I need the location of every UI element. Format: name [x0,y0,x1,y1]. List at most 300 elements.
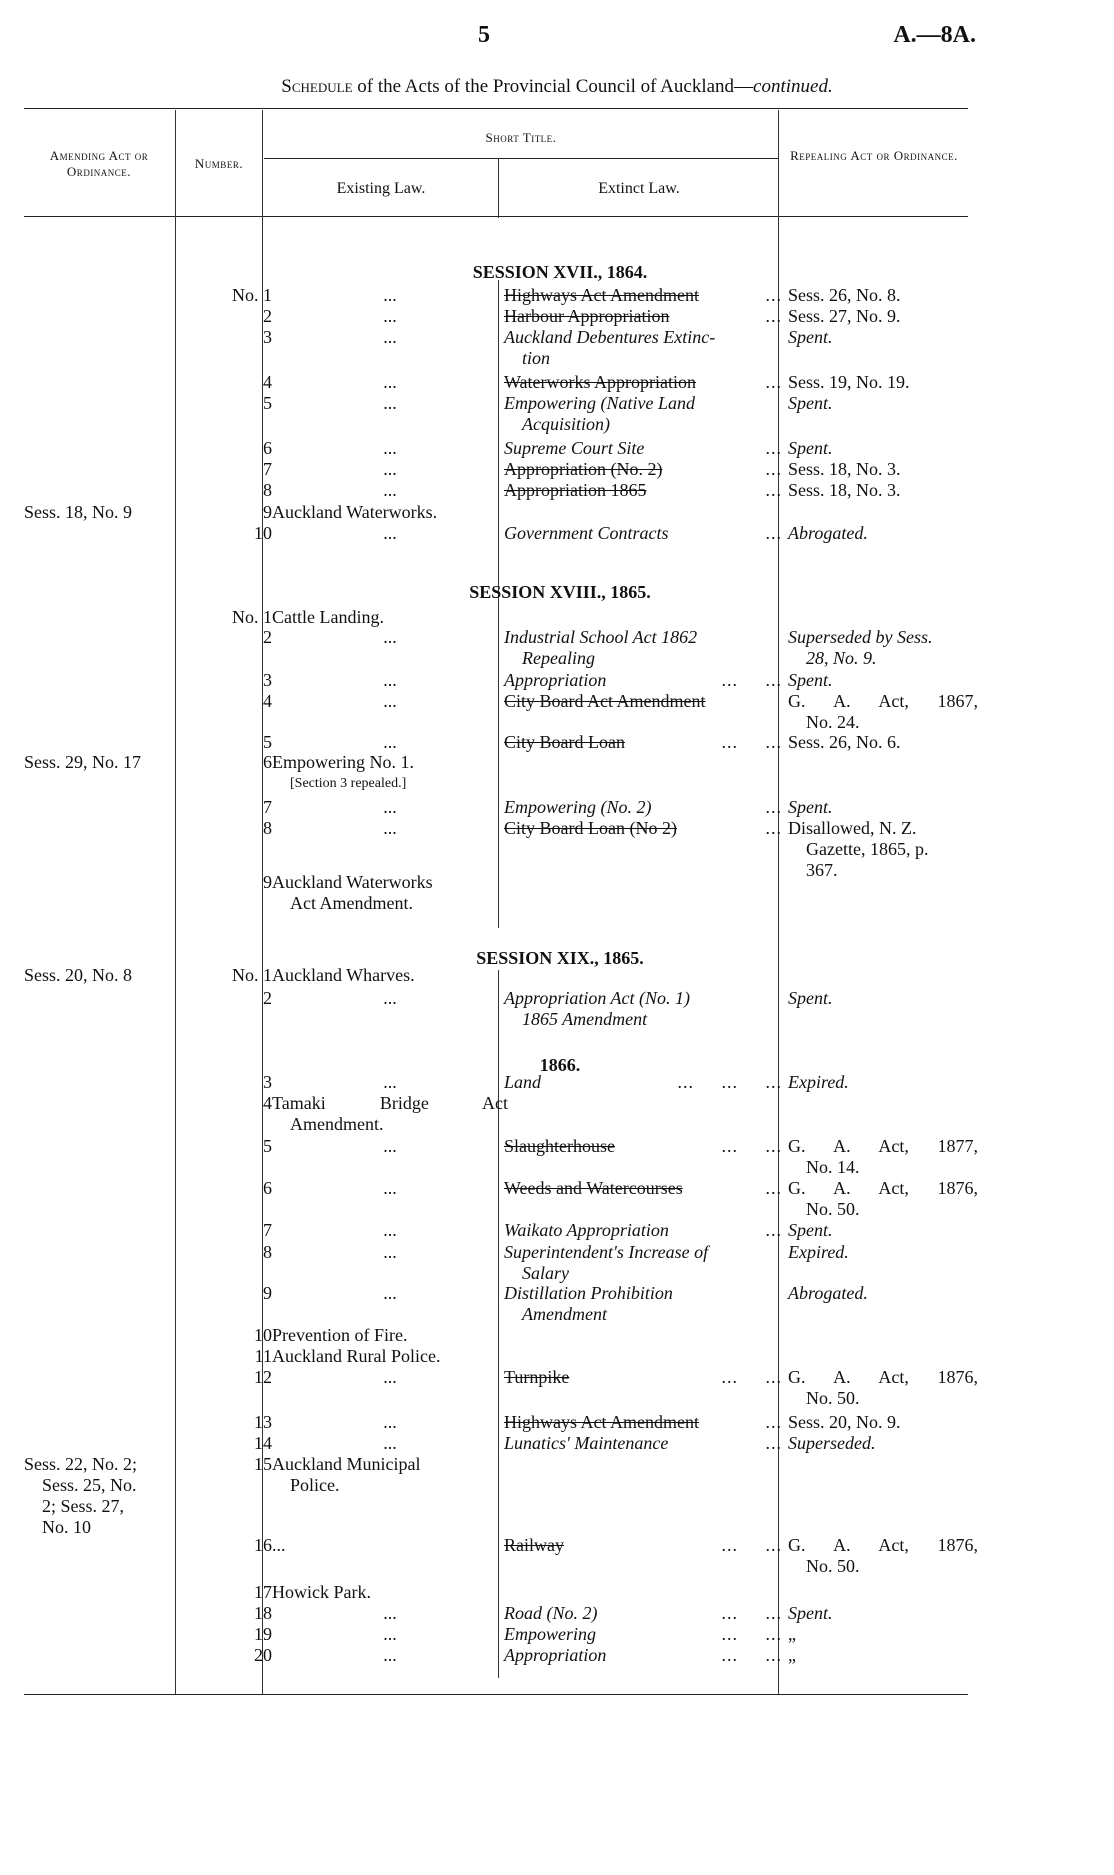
leader-dots: ... [765,523,782,543]
repealing-cell [788,1412,978,1433]
caption-middle: of the Acts of the Provincial Council of Auckland— [352,76,754,97]
repealing-line: Expired. [788,1072,849,1092]
existing-law-line: ... [383,1624,397,1644]
leader-dots: ... ... [721,1624,782,1644]
act-number: 16 [254,1535,272,1555]
extinct-law-line [504,480,782,501]
leader-dots: ... ... [721,670,782,690]
session-heading: SESSION XVII., 1864. [472,262,648,282]
act-number: 5 [263,732,272,752]
extinct-law-line [504,1624,782,1645]
leader-dots: ... [765,1433,782,1453]
session-heading: 1866. [539,1055,581,1075]
existing-law-line: ... [383,818,397,838]
existing-law-cell [272,1283,508,1304]
repealing-line: Spent. [788,438,833,458]
act-number: 3 [263,327,272,347]
repealing-line: „ [788,1645,796,1665]
repealing-line: No. 50. [806,1388,860,1408]
existing-law-cell [272,1535,508,1556]
existing-law-line: ... [383,438,397,458]
existing-law-cell [272,502,508,523]
repealing-cell [788,1535,978,1577]
existing-law-cell [272,438,508,459]
leader-dots: ... [765,459,782,479]
existing-law-line: ... [383,285,397,305]
repealing-line: Superseded. [788,1433,876,1453]
extinct-law-line [504,732,782,753]
existing-law-cell [272,818,508,839]
repealing-line: No. 14. [806,1157,860,1177]
leader-dots: ... ... [721,1645,782,1665]
leader-dots: ... [765,285,782,305]
existing-law-cell [272,285,508,306]
extinct-law-title: Superintendent's Increase of [504,1242,709,1262]
existing-law-line: ... [383,691,397,711]
existing-law-line: ... [383,1283,397,1303]
extinct-law-title: Weeds and Watercourses [504,1178,683,1198]
act-number: 14 [254,1433,272,1453]
extinct-law-cell [504,1178,782,1199]
extinct-law-line [504,1178,782,1199]
existing-law-line: ... [383,797,397,817]
repealing-line: Abrogated. [788,523,868,543]
extinct-law-cell [504,1136,782,1157]
repealing-cell [788,1624,978,1645]
repealing-cell [788,327,978,348]
existing-law-cell [272,1325,508,1346]
session-heading: SESSION XIX., 1865. [476,948,644,968]
amending-line: Sess. 20, No. 8 [24,965,133,985]
extinct-law-title: Empowering (Native Land [504,393,695,413]
existing-law-line: ... [272,1535,286,1555]
extinct-law-line [504,691,782,712]
existing-law-line: ... [383,1433,397,1453]
amending-cell [24,1454,174,1538]
repealing-cell [788,691,978,733]
extinct-law-cell [504,1535,782,1556]
repealing-line: Sess. 19, No. 19. [788,372,910,392]
existing-law-cell [272,691,508,712]
extinct-law-title: City Board Loan (No 2) [504,818,677,838]
extinct-law-title: Appropriation [504,1645,607,1665]
existing-law-cell [272,1178,508,1199]
act-number: 12 [254,1367,272,1387]
act-number: 5 [263,393,272,413]
act-number: No. 1 [232,965,272,985]
act-number: 11 [254,1346,272,1366]
existing-law-line: Howick Park. [272,1582,371,1602]
repealing-line: Superseded by Sess. [788,627,933,647]
extinct-law-line [504,1603,782,1624]
extinct-law-line [504,1136,782,1157]
act-number: 2 [263,306,272,326]
repealing-line: Abrogated. [788,1283,868,1303]
leader-dots: ... [765,438,782,458]
act-number: 20 [254,1645,272,1665]
existing-law-line: ... [383,1603,397,1623]
act-number: 6 [263,752,272,772]
extinct-law-title: Road (No. 2) [504,1603,598,1623]
extinct-law-title: Highways Act Amendment [504,1412,699,1432]
act-number: 10 [254,523,272,543]
act-number: 9 [263,1283,272,1303]
extinct-law-cell [504,797,782,818]
existing-law-cell [272,752,508,794]
existing-law-line: ... [383,1178,397,1198]
extinct-law-line [504,438,782,459]
existing-law-cell [272,1603,508,1624]
act-number: 4 [263,691,272,711]
leader-dots: ... [765,372,782,392]
extinct-law-cell [504,306,782,327]
existing-law-line: ... [383,627,397,647]
header-repealing: Repealing Act or Ordinance. [790,148,958,163]
existing-law-line: ... [383,306,397,326]
existing-law-line: Prevention of Fire. [272,1325,408,1345]
existing-law-cell [272,1136,508,1157]
leader-dots: ... [765,1220,782,1240]
existing-law-line: ... [383,1220,397,1240]
repealing-line: 28, No. 9. [806,648,877,668]
existing-law-cell [272,1645,508,1666]
extinct-law-cell [504,327,782,369]
extinct-law-title: Railway [504,1535,564,1555]
repealing-cell [788,393,978,414]
existing-law-line: ... [383,327,397,347]
extinct-law-line [504,670,782,691]
existing-law-line: ... [383,732,397,752]
extinct-law-title: Waterworks Appropriation [504,372,697,392]
existing-law-line: Amendment. [290,1114,384,1134]
extinct-law-title: Lunatics' Maintenance [504,1433,669,1453]
repealing-cell [788,797,978,818]
extinct-law-title: City Board Loan [504,732,625,752]
repealing-line: G. A. Act, 1876, [788,1178,978,1198]
existing-law-line: Auckland Waterworks. [272,502,438,522]
repealing-cell [788,459,978,480]
extinct-law-cell [504,818,782,839]
act-number: 4 [263,372,272,392]
act-number: 18 [254,1603,272,1623]
existing-law-cell [272,607,508,628]
repealing-line: Sess. 27, No. 9. [788,306,901,326]
extinct-law-cell [504,691,782,712]
existing-law-cell [272,627,508,648]
header-existing: Existing Law. [336,180,426,197]
act-number: 10 [254,1325,272,1345]
extinct-law-line [504,1242,782,1263]
extinct-law-cell [504,393,782,435]
extinct-law-title: Government Contracts [504,523,669,543]
extinct-law-line [504,1412,782,1433]
leader-dots: ... [765,1412,782,1432]
extinct-law-line [504,393,782,414]
existing-law-line: Auckland Rural Police. [272,1346,441,1366]
extinct-law-line [504,523,782,544]
leader-dots: ... [765,1178,782,1198]
extinct-law-cell [504,1072,782,1093]
existing-law-cell [272,1454,508,1496]
act-number: 13 [254,1412,272,1432]
existing-law-cell [272,306,508,327]
extinct-law-line [504,1072,782,1093]
existing-law-line: Tamaki Bridge Act [272,1093,508,1113]
extinct-law-line [504,306,782,327]
act-number: 8 [263,818,272,838]
repealing-cell [788,306,978,327]
extinct-law-line [504,1367,782,1388]
extinct-law-cell [504,1367,782,1388]
existing-law-line: ... [383,1136,397,1156]
existing-law-line: ... [383,480,397,500]
repealing-line: Spent. [788,988,833,1008]
existing-law-cell [272,1220,508,1241]
act-number: 9 [263,502,272,522]
act-number: 3 [263,1072,272,1092]
extinct-law-line: tion [522,348,551,368]
repealing-line: Sess. 26, No. 8. [788,285,901,305]
repealing-line: Disallowed, N. Z. [788,818,917,838]
amending-line: Sess. 25, No. [42,1475,137,1495]
existing-law-cell [272,1624,508,1645]
act-number: 2 [263,988,272,1008]
amending-line: Sess. 29, No. 17 [24,752,142,772]
act-number: 7 [263,797,272,817]
repealing-line: G. A. Act, 1876, [788,1367,978,1387]
repealing-line: Spent. [788,797,833,817]
header-extinct: Extinct Law. [598,180,680,197]
caption-lead: Schedule [281,76,353,97]
act-number: 4 [263,1093,272,1113]
existing-law-line: Police. [290,1475,340,1495]
existing-law-line: ... [383,1412,397,1432]
act-number: 6 [263,438,272,458]
act-number: 15 [254,1454,272,1474]
repealing-cell [788,988,978,1009]
header-bottom-rule [24,216,968,217]
leader-dots: ... ... [721,732,782,752]
extinct-law-line: Acquisition) [522,414,610,434]
session-heading: SESSION XVIII., 1865. [469,582,651,602]
existing-law-line: Cattle Landing. [272,607,384,627]
repealing-line: Spent. [788,1220,833,1240]
act-number: 9 [263,872,272,892]
extinct-law-title: Auckland Debentures Extinc- [504,327,716,347]
table-top-rule [24,108,968,109]
extinct-law-title: Appropriation 1865 [504,480,647,500]
col-rule-3 [498,158,499,218]
repealing-line: 367. [806,860,838,880]
extinct-law-cell [504,480,782,501]
extinct-law-line [504,818,782,839]
repealing-line: Spent. [788,1603,833,1623]
existing-law-cell [272,1433,508,1454]
extinct-law-title: Appropriation [504,670,607,690]
act-number: 19 [254,1624,272,1644]
act-number: 7 [263,459,272,479]
extinct-law-line [504,627,782,648]
repealing-line: Sess. 26, No. 6. [788,732,901,752]
act-number: 8 [263,480,272,500]
extinct-law-title: Supreme Court Site [504,438,645,458]
repealing-cell [788,627,978,669]
existing-law-line: ... [383,670,397,690]
existing-law-line: Auckland Municipal [272,1454,421,1474]
repealing-line: Spent. [788,327,833,347]
extinct-law-title: Appropriation Act (No. 1) [504,988,690,1008]
extinct-law-line [504,372,782,393]
repealing-cell [788,818,978,881]
leader-dots: ... ... [721,1136,782,1156]
header-short-title: Short Title. [485,130,557,145]
existing-law-line: Act Amendment. [290,893,413,913]
repealing-cell [788,480,978,501]
amending-line: No. 10 [42,1517,91,1537]
existing-law-cell [272,393,508,414]
extinct-law-cell [504,459,782,480]
act-number: 6 [263,1178,272,1198]
amending-line: 2; Sess. 27, [42,1496,125,1516]
document-reference: A.—8A. [893,22,976,48]
extinct-law-line [504,1283,782,1304]
repealing-cell [788,372,978,393]
existing-law-line: ... [383,1242,397,1262]
header-amending: Amending Act or Ordinance. [49,148,149,179]
existing-law-line: ... [383,459,397,479]
existing-law-cell [272,988,508,1009]
existing-law-line: ... [383,393,397,413]
col-rule-1 [175,110,176,1694]
repealing-cell [788,732,978,753]
existing-law-line: Auckland Wharves. [272,965,415,985]
existing-law-line: [Section 3 repealed.] [290,776,407,791]
leader-dots: ... [765,818,782,838]
existing-law-cell [272,1072,508,1093]
extinct-law-title: City Board Act Amendment [504,691,706,711]
extinct-law-title: Industrial School Act 1862 [504,627,698,647]
extinct-law-cell [504,732,782,753]
repealing-cell [788,1072,978,1093]
extinct-law-title: Turnpike [504,1367,570,1387]
act-number: 8 [263,1242,272,1262]
extinct-law-cell [504,372,782,393]
existing-law-line: ... [383,988,397,1008]
extinct-law-line: Amendment [522,1304,607,1324]
repealing-line: Sess. 18, No. 3. [788,480,901,500]
repealing-line: G. A. Act, 1867, [788,691,978,711]
existing-law-line: ... [383,372,397,392]
extinct-law-line [504,1220,782,1241]
existing-law-cell [272,797,508,818]
existing-law-cell [272,670,508,691]
existing-law-line: ... [383,1072,397,1092]
extinct-law-line: 1865 Amendment [522,1009,648,1029]
repealing-cell [788,285,978,306]
existing-law-cell [272,965,508,986]
extinct-law-title: Highways Act Amendment [504,285,699,305]
extinct-law-title: Distillation Prohibition [504,1283,673,1303]
repealing-cell [788,1645,978,1666]
repealing-cell [788,1220,978,1241]
extinct-law-line [504,285,782,306]
act-number: 17 [254,1582,272,1602]
extinct-law-cell [504,1645,782,1666]
extinct-law-cell [504,988,782,1030]
repealing-line: Gazette, 1865, p. [806,839,929,859]
existing-law-cell [272,459,508,480]
repealing-cell [788,1367,978,1409]
repealing-cell [788,1283,978,1304]
existing-law-cell [272,872,508,914]
repealing-cell [788,1433,978,1454]
table-bottom-rule [24,1694,968,1695]
repealing-line: „ [788,1624,796,1644]
existing-law-line: Auckland Waterworks [272,872,433,892]
repealing-line: Spent. [788,670,833,690]
repealing-cell [788,523,978,544]
repealing-cell [788,1242,978,1263]
act-number: 3 [263,670,272,690]
extinct-law-line [504,1535,782,1556]
extinct-law-line [504,459,782,480]
amending-cell [24,502,174,523]
extinct-law-line [504,1433,782,1454]
extinct-law-title: Waikato Appropriation [504,1220,669,1240]
leader-dots: ... [765,480,782,500]
amending-cell [24,965,174,986]
extinct-law-cell [504,1433,782,1454]
extinct-law-cell [504,523,782,544]
table-caption [0,76,1114,98]
extinct-law-line [504,327,782,348]
repealing-line: Spent. [788,393,833,413]
leader-dots: ... ... ... [677,1072,782,1092]
repealing-line: G. A. Act, 1876, [788,1535,978,1555]
short-title-rule [264,158,778,159]
existing-law-line: ... [383,1367,397,1387]
existing-law-line: Empowering No. 1. [272,752,414,772]
leader-dots: ... ... [721,1535,782,1555]
amending-line: Sess. 22, No. 2; [24,1454,138,1474]
extinct-law-title: Empowering (No. 2) [504,797,652,817]
extinct-law-cell [504,1242,782,1284]
existing-law-cell [272,523,508,544]
existing-law-cell [272,1582,508,1603]
extinct-law-cell [504,1220,782,1241]
act-number: 7 [263,1220,272,1240]
extinct-law-line [504,988,782,1009]
repealing-cell [788,1178,978,1220]
extinct-law-cell [504,1283,782,1325]
leader-dots: ... [765,797,782,817]
repealing-line: No. 50. [806,1199,860,1219]
extinct-law-title: Land [504,1072,542,1092]
extinct-law-cell [504,670,782,691]
leader-dots: ... ... [721,1367,782,1387]
extinct-law-cell [504,1412,782,1433]
repealing-cell [788,1136,978,1178]
extinct-law-line [504,797,782,818]
existing-law-cell [272,480,508,501]
existing-law-cell [272,732,508,753]
existing-law-line: ... [383,523,397,543]
repealing-line: Expired. [788,1242,849,1262]
act-number: No. 1 [232,607,272,627]
act-number: 2 [263,627,272,647]
amending-cell [24,752,174,773]
existing-law-cell [272,1346,508,1367]
